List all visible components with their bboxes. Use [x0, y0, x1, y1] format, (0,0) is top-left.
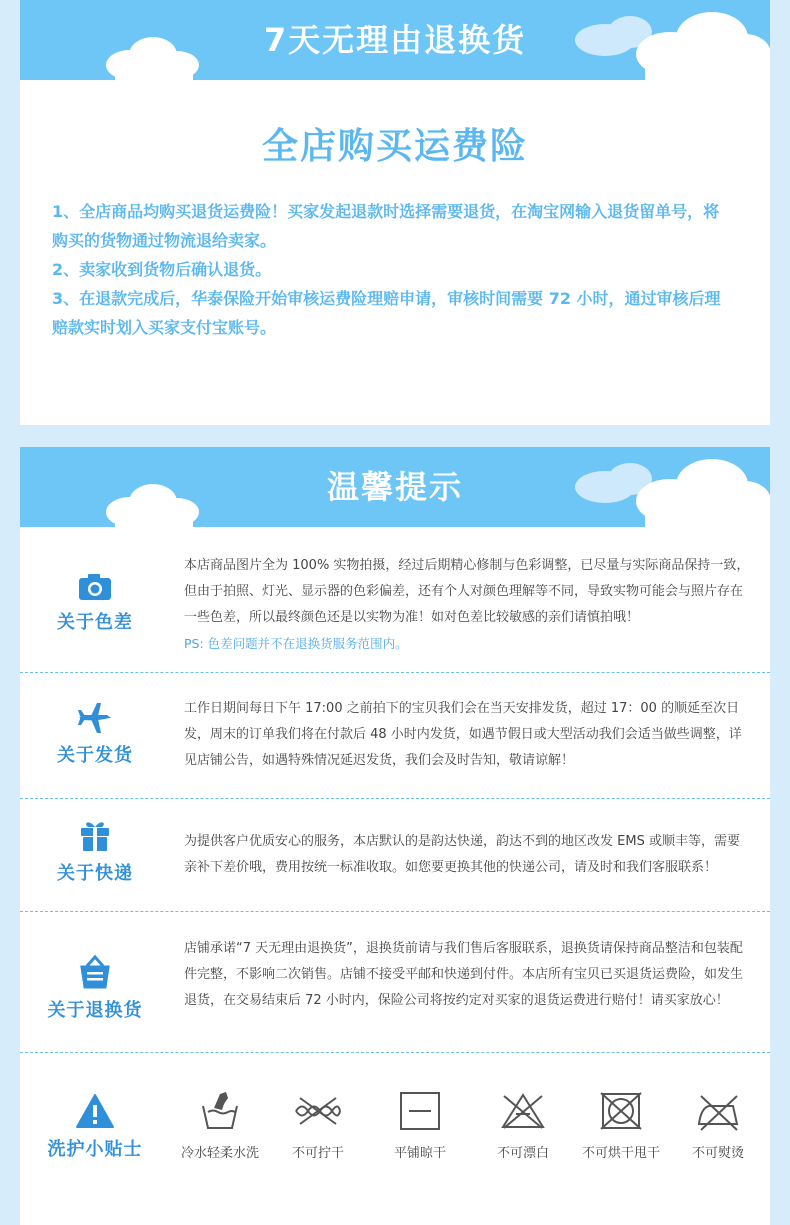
care-item-label: 不可拧干: [291, 1146, 344, 1161]
tip-text-courier: [184, 829, 752, 881]
list-item: 2、卖家收到货物后确认退货。: [52, 260, 272, 279]
shopping-basket-icon: [79, 954, 111, 990]
tip-heading-color: [20, 572, 170, 634]
tip-heading-shipping: [20, 701, 170, 767]
divider: [20, 672, 770, 673]
banner-tips: [20, 447, 770, 527]
divider: [20, 1052, 770, 1053]
section-heading: 全店购买运费险: [261, 126, 528, 167]
tip-label: 关于快递: [57, 863, 133, 884]
tip-body: 为提供客户优质安心的服务，本店默认的是韵达快递，韵达不到的地区改发 EMS 或顺丰等，需要亲补下差价哦，费用按统一标准收取。如您要更换其他的快递公司，请及时和我们客服联系！: [184, 834, 740, 875]
care-item-label: 不可熨烫: [691, 1146, 744, 1161]
divider: [20, 911, 770, 912]
tip-body: 本店商品图片全为 100% 实物拍摄，经过后期精心修制与色彩调整，已尽量与实际商品保持一致，但由于拍照、灯光、显示器的色彩偏差，还有个人对颜色理解等不同，导致实物可能会与照片存在一些色差，所以最终颜色还是以实物为准！如对色差比较敏感的亲们请慎拍哦！: [184, 558, 750, 625]
tip-body: 工作日期间每日下午 17:00 之前拍下的宝贝我们会在当天安排发货，超过 17：00 的顺延至次日发，周末的订单我们将在付款后 48 小时内发货，如遇节假日或大型活动我们会适当做些调整，详见店铺公告，如遇特殊情况延迟发货，我们会及时告知，敬请谅解！: [184, 701, 742, 768]
banner-title: 温馨提示: [326, 468, 463, 506]
care-item-label: 不可烘干甩干: [581, 1146, 660, 1161]
list-item: 1、全店商品均购买退货运费险！买家发起退款时选择需要退货，在淘宝网输入退货留单号，将购买的货物通过物流退给卖家。: [52, 202, 720, 250]
shipping-insurance-panel: [20, 80, 770, 425]
list-item: 3、在退款完成后，华泰保险开始审核运费险理赔申请，审核时间需要 72 小时，通过审核后理赔款实时划入买家支付宝账号。: [52, 289, 721, 337]
tip-heading-courier: [20, 819, 170, 885]
camera-icon: [77, 572, 113, 602]
insurance-steps-list: [52, 197, 732, 342]
airplane-icon: [77, 701, 113, 735]
tip-label: 关于退换货: [47, 1000, 143, 1021]
care-label: 洗护小贴士: [47, 1139, 143, 1160]
tip-body: 店铺承诺“7 天无理由退换货”，退换货前请与我们售后客服联系，退换货请保持商品整洁和包装配件完整，不影响二次销售。店铺不接受平邮和快递到付件。本店所有宝贝已买退货运费险，如发生退货，在交易结束后 72 小时内，保险公司将按约定对买家的退货运费进行赔付！请买家放心！: [184, 941, 744, 1008]
gift-icon: [79, 819, 111, 853]
tip-heading-returns: [20, 954, 170, 1022]
tip-text-color: [184, 553, 752, 657]
banner-return-policy: [20, 0, 770, 80]
tip-label: 关于色差: [57, 612, 133, 633]
divider: [20, 798, 770, 799]
care-item-label: 平铺晾干: [393, 1146, 446, 1161]
tips-panel: [20, 527, 770, 1225]
tip-label: 关于发货: [57, 745, 133, 766]
care-item-label: 不可漂白: [496, 1146, 549, 1161]
tip-text-shipping: [184, 696, 752, 774]
care-item-label: 冷水轻柔水洗: [180, 1146, 259, 1161]
banner-title: 7天无理由退换货: [263, 21, 527, 59]
tip-text-returns: [184, 936, 752, 1014]
tip-ps-note: PS: 色差问题并不在退换货服务范围内。: [184, 636, 408, 651]
